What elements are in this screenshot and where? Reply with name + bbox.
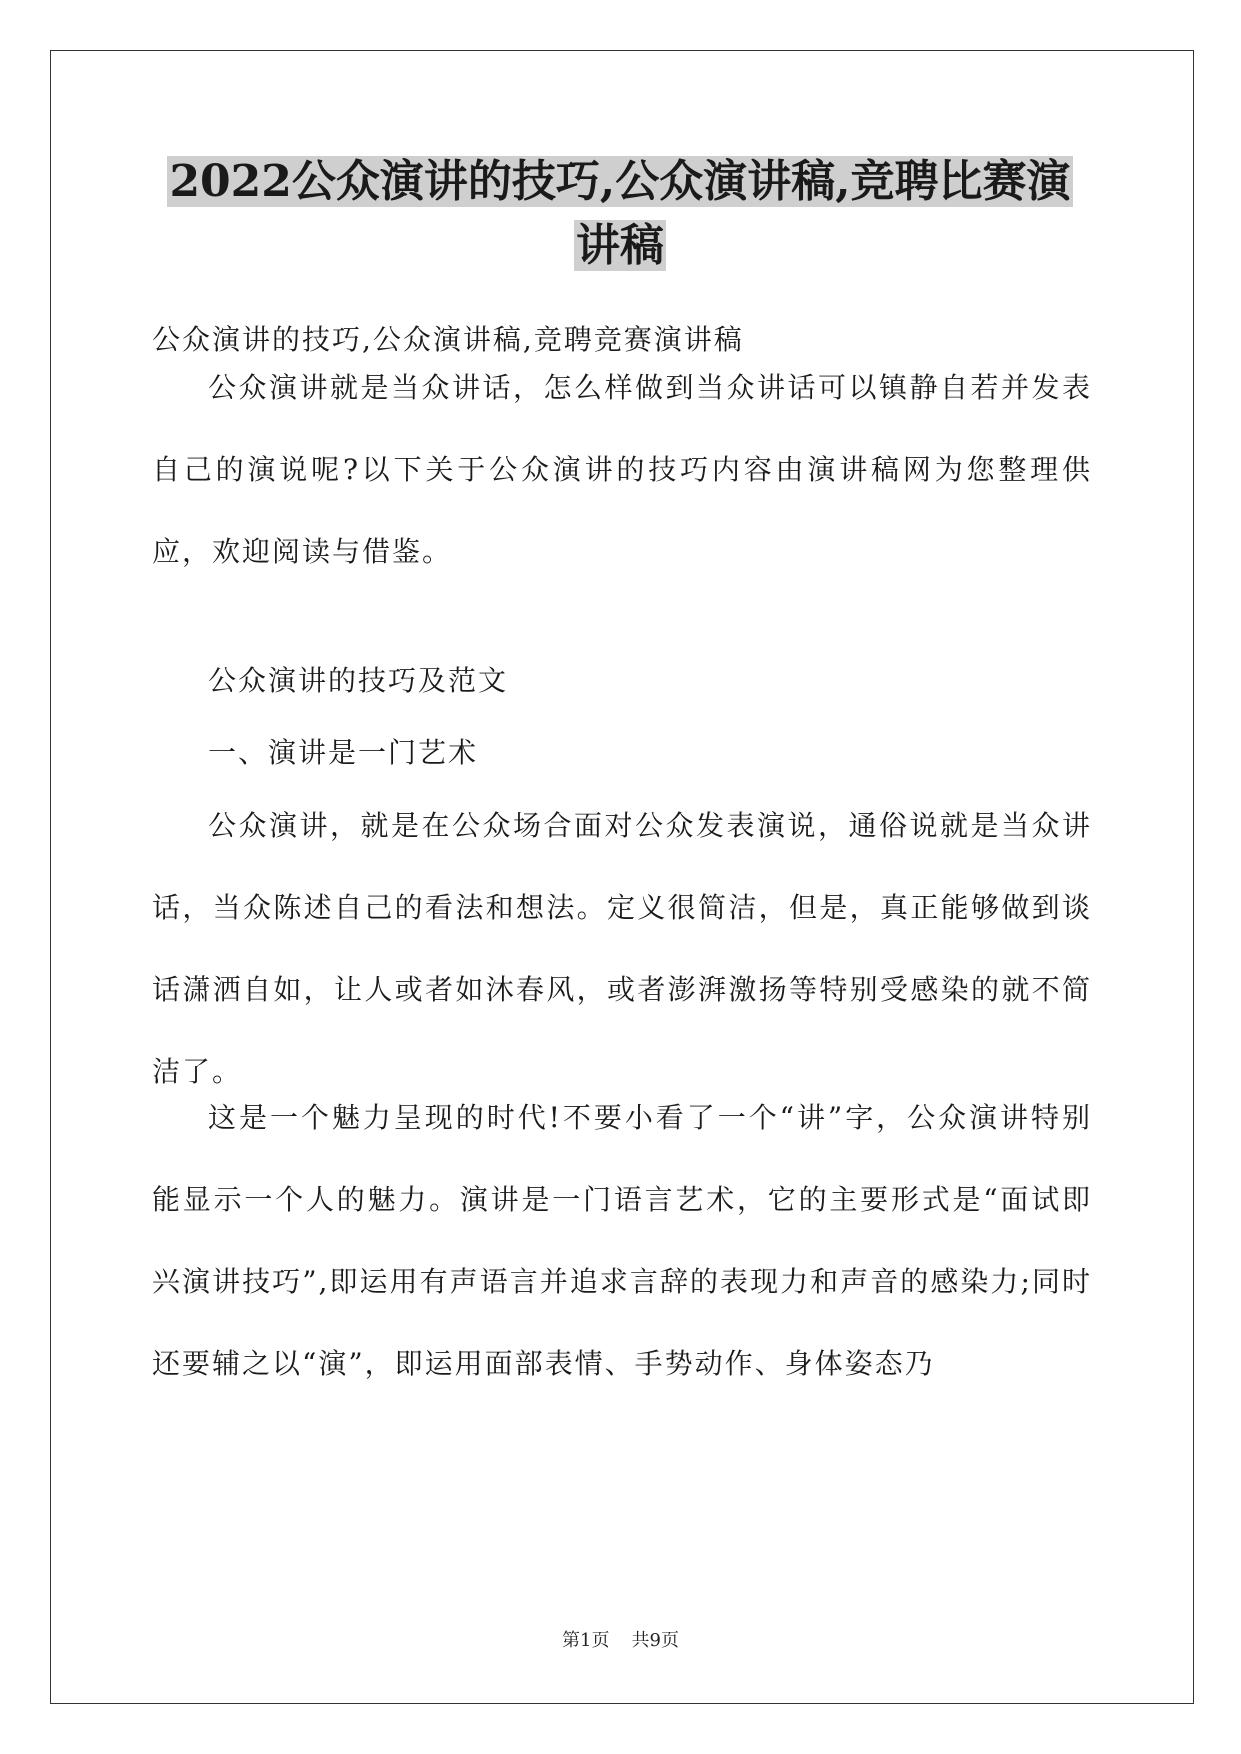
paragraph-charm: 这是一个魅力呈现的时代!不要小看了一个“讲”字，公众演讲特别能显示一个人的魅力。演讲是一门语言艺术，它的主要形式是“面试即兴演讲技巧”,即运用有声语言并追求言辞的表现力和声音的感染力;同时还要辅之以“演”，即运用面部表情、手势动作、身体姿态乃: [152, 1101, 1092, 1380]
subsection-heading: 一、演讲是一门艺术: [208, 736, 479, 769]
page-total: 共9页: [631, 1630, 679, 1651]
document-subtitle: 公众演讲的技巧,公众演讲稿,竞聘竞赛演讲稿: [152, 323, 744, 356]
paragraph-intro: 公众演讲就是当众讲话，怎么样做到当众讲话可以镇静自若并发表自己的演说呢?以下关于公众演讲的技巧内容由演讲稿网为您整理供应，欢迎阅读与借鉴。: [152, 371, 1092, 568]
document-title: [140, 150, 1100, 278]
title-line-2: 讲稿: [576, 220, 664, 271]
paragraph-definition: 公众演讲，就是在公众场合面对公众发表演说，通俗说就是当众讲话，当众陈述自己的看法和想法。定义很简洁，但是，真正能够做到谈话潇洒自如，让人或者如沐春风，或者澎湃激扬等特别受感染的就不简洁了。: [152, 809, 1092, 1088]
page-number: 第1页: [562, 1630, 610, 1651]
title-line-1: 2022公众演讲的技巧,公众演讲稿,竞聘比赛演: [169, 156, 1071, 207]
page-footer: [0, 1626, 1241, 1652]
section-heading: 公众演讲的技巧及范文: [208, 664, 509, 697]
